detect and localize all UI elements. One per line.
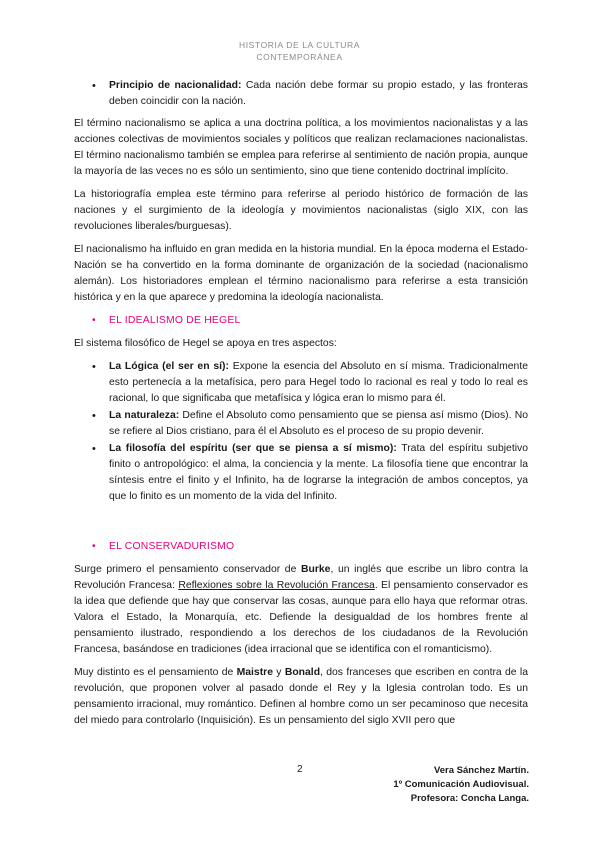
intro-bullet-list xyxy=(74,78,528,110)
list-item xyxy=(74,359,528,407)
nationalism-paragraph-1: El término nacionalismo se aplica a una doctrina política, a los movimientos nacionalistas y a las acciones colectivas de movimientos sociales y políticos que realizan reclamaciones nacionalistas. El término nacionalismo también se emplea para referirse al sentimiento de nación propia, aunque la mayoría de las veces no es sólo un sentimiento, sino que tiene contenido doctrinal implícito. xyxy=(74,118,528,177)
book-title: Reflexiones sobre la Revolución Francesa xyxy=(178,580,375,591)
bold-name: Maistre xyxy=(236,667,273,678)
text-run: y xyxy=(272,667,285,678)
text-run: Surge primero el pensamiento conservador de xyxy=(74,564,301,575)
hegel-intro: El sistema filosófico de Hegel se apoya en tres aspectos: xyxy=(74,338,337,349)
bullet-bold-label: Principio de nacionalidad: xyxy=(109,80,242,91)
footer-author: Vera Sánchez Martín. xyxy=(433,765,529,776)
section-spacer xyxy=(74,511,528,533)
header-line-2: CONTEMPORÁNEA xyxy=(256,52,343,62)
nationality-principle-item xyxy=(74,78,528,110)
footer-author-info xyxy=(393,764,529,806)
footer-teacher: Profesora: Concha Langa. xyxy=(410,793,529,804)
text-run: . El pensamiento conservador es la idea que defiende que hay que conservar las cosas, aunque para ello haya que reformar otras. Valora el Estado, la Monarquía, etc. Defiende la desigualdad de los hombres frente al pensamiento ilustrado, respondiendo a los derechos de los ciudadanos de la Revolución Francesa, basándose en tradiciones (idea irracional que se identifica con el romanticismo). xyxy=(74,580,528,655)
item-text: Trata del espíritu subjetivo finito o antropológico: el alma, la conciencia y la mente. La filosofía tiene que encontrar la síntesis entre el finito y el Infinito, ha de lograrse la integración de ambos conceptos, ya que lo finito es un momento de la vida del Infinito. xyxy=(109,443,528,502)
text-run: , un inglés que escribe un libro contra la Revolución Francesa: xyxy=(74,564,528,591)
document-header xyxy=(0,39,599,63)
list-item xyxy=(74,408,528,440)
conservatism-paragraph-2 xyxy=(74,665,528,729)
hegel-aspects-list xyxy=(74,359,528,505)
text-run: Muy distinto es el pensamiento de xyxy=(74,667,237,678)
footer-course: 1º Comunicación Audiovisual. xyxy=(393,779,529,790)
item-bold-label: La Lógica (el ser en sí): xyxy=(109,361,229,372)
list-item xyxy=(74,441,528,505)
document-body xyxy=(74,78,528,736)
bullet-text: Cada nación debe formar su propio estado, y las fronteras deben coincidir con la nación. xyxy=(109,80,529,107)
item-bold-label: La naturaleza: xyxy=(109,410,180,421)
bold-name: Bonald xyxy=(284,667,321,678)
section-heading-hegel: • EL IDEALISMO DE HEGEL xyxy=(74,313,528,329)
nationalism-paragraph-2: La historiografía emplea este término para referirse al periodo histórico de formación de las naciones y el surgimiento de la ideología y movimientos nacionalistas (siglo XIX, con las revoluciones liberales/burguesas). xyxy=(74,189,528,232)
section-heading-conservadurismo: • EL CONSERVADURISMO xyxy=(74,539,528,555)
header-line-1: HISTORIA DE LA CULTURA xyxy=(238,40,361,50)
text-run: , dos franceses que escriben en contra de la revolución, que proponen volver al pasado donde el Rey y la Iglesia controlan todo. Es un pensamiento irracional, muy romántico. Definen al hombre como un ser pecaminoso que necesita del miedo para controlarlo (Inquisición). Es un pensamiento del siglo XVII pero que xyxy=(74,667,528,726)
item-bold-label: La filosofía del espíritu (ser que se piensa a sí mismo): xyxy=(109,443,397,454)
nationalism-paragraph-3: El nacionalismo ha influido en gran medida en la historia mundial. En la época moderna el Estado-Nación se ha convertido en la forma dominante de organización de la sociedad (nacionalismo alemán). Los historiadores emplean el término nacionalismo para referirse a esta transición histórica y en la que aparece y predomina la ideología nacionalista. xyxy=(74,244,528,303)
item-text: Define el Absoluto como pensamiento que se piensa así mismo (Dios). No se refiere al Dios cristiano, para él el Absoluto es el proceso de su propio devenir. xyxy=(109,410,528,437)
conservatism-paragraph-1 xyxy=(74,562,528,658)
page-number: 2 xyxy=(297,764,303,775)
bold-name: Burke xyxy=(301,564,331,575)
item-text: Expone la esencia del Absoluto en sí misma. Tradicionalmente esto pertenecía a la metafísica, pero para Hegel todo lo racional es real y todo lo real es racional, lo que significaba que metafísica y lógica eran lo mismo para él. xyxy=(109,361,528,404)
